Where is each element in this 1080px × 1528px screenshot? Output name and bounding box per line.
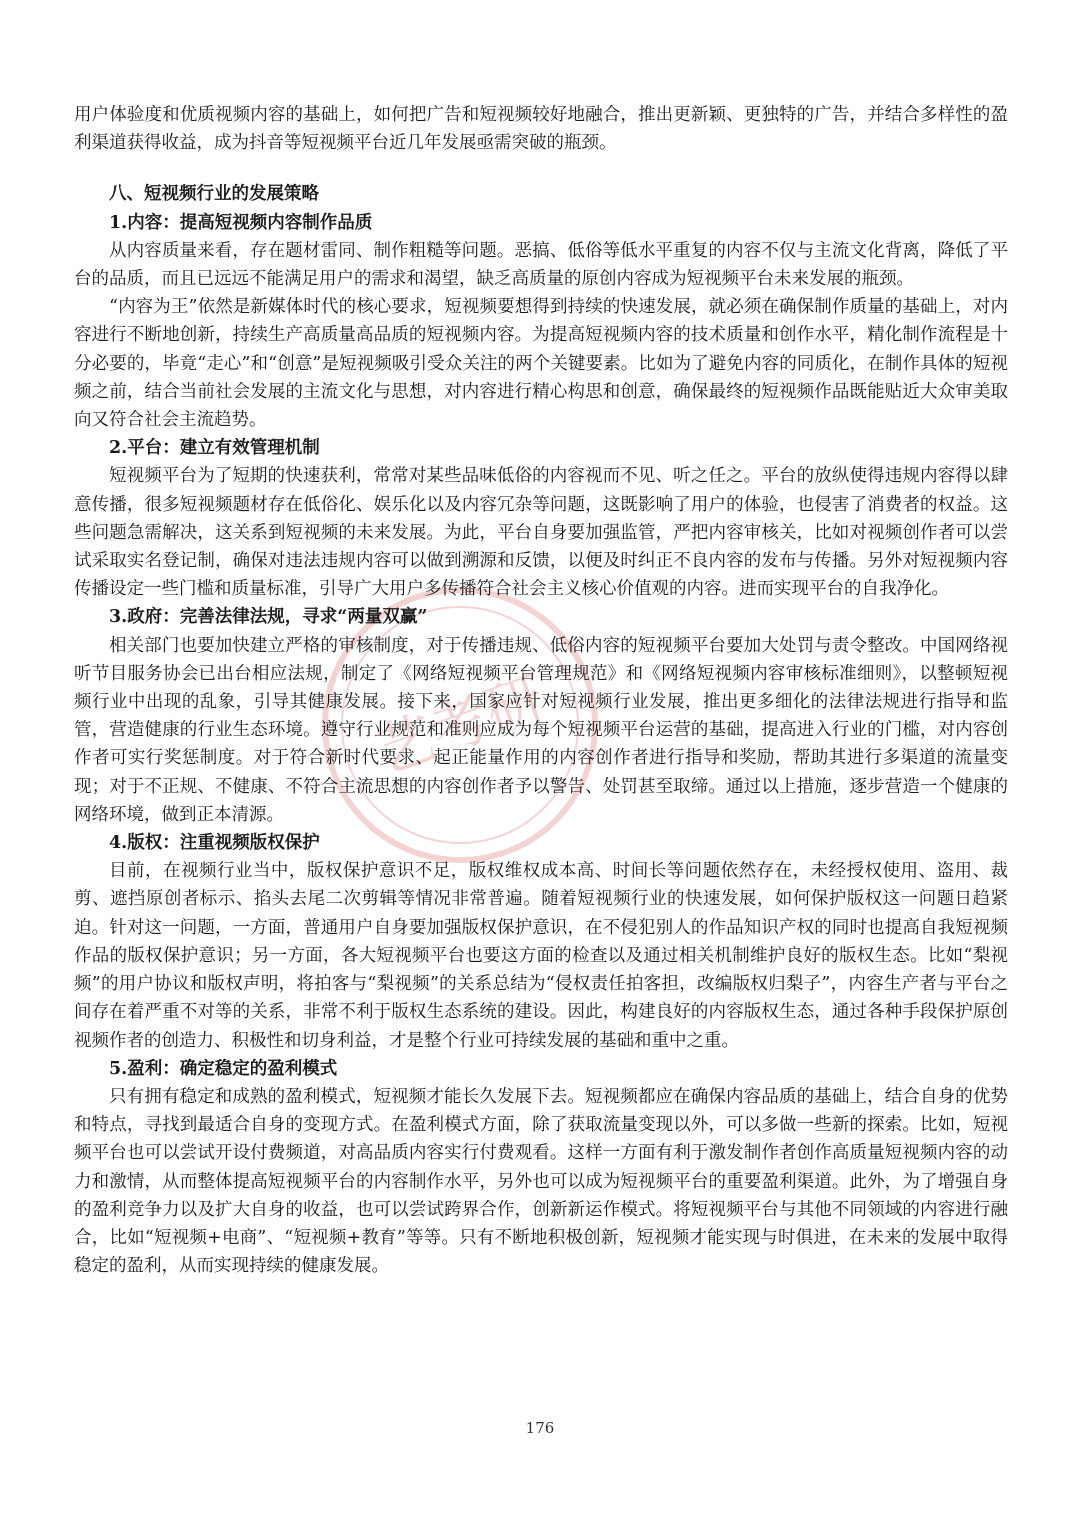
- paragraph: 短视频平台为了短期的快速获利，常常对某些品味低俗的内容视而不见、听之任之。平台的放纵使得违规内容得以肆意传播，很多短视频题材存在低俗化、娱乐化以及内容冗杂等问题，这既影响了用户的体验，也侵害了消费者的权益。这些问题急需解决，这关系到短视频的未来发展。为此，平台自身要加强监管，严把内容审核关，比如对视频创作者可以尝试采取实名登记制，确保对违法违规内容可以做到溯源和反馈，以便及时纠正不良内容的发布与传播。另外对短视频内容传播设定一些门槛和质量标准，引导广大用户多传播符合社会主义核心价值观的内容。进而实现平台的自我净化。: [74, 466, 1008, 600]
- subsection-heading-profit: 5.盈利：确定稳定的盈利模式: [109, 1058, 338, 1079]
- page-number: 176: [525, 1419, 555, 1437]
- paragraph: 只有拥有稳定和成熟的盈利模式，短视频才能长久发展下去。短视频都应在确保内容品质的基础上，结合自身的优势和特点，寻找到最适合自身的变现方式。在盈利模式方面，除了获取流量变现以外，可以多做一些新的探索。比如，短视频平台也可以尝试开设付费频道，对高品质内容实行付费观看。这样一方面有利于激发制作者创作高质量短视频内容的动力和激情，从而整体提高短视频平台的内容制作水平，另外也可以成为短视频平台的重要盈利渠道。此外，为了增强自身的盈利竞争力以及扩大自身的收益，也可以尝试跨界合作，创新新运作模式。将短视频平台与其他不同领域的内容进行融合，比如“短视频+电商”、“短视频+教育”等等。只有不断地积极创新，短视频才能实现与时俱进，在未来的发展中取得稳定的盈利，从而实现持续的健康发展。: [74, 1086, 1008, 1277]
- subsection-heading-platform: 2.平台：建立有效管理机制: [109, 438, 320, 459]
- section-title: 八、短视频行业的发展策略: [109, 184, 319, 205]
- svg-text:艺考研: 艺考研: [366, 663, 554, 787]
- subsection-heading-copyright: 4.版权：注重视频版权保护: [109, 833, 320, 854]
- paragraph: 相关部门也要加快建立严格的审核制度，对于传播违规、低俗内容的短视频平台要加大处罚与责令整改。中国网络视听节目服务协会已出台相应法规，制定了《网络短视频平台管理规范》和《网络短视频内容审核标准细则》，以整顿短视频行业中出现的乱象，引导其健康发展。接下来，国家应针对短视频行业发展，推出更多细化的法律法规进行指导和监管，营造健康的行业生态环境。遵守行业规范和准则应成为每个短视频平台运营的基础，提高进入行业的门槛，对内容创作者可实行奖惩制度。对于符合新时代要求、起正能量作用的内容创作者进行指导和奖励，帮助其进行多渠道的流量变现；对于不正规、不健康、不符合主流思想的内容创作者予以警告、处罚甚至取缔。通过以上措施，逐步营造一个健康的网络环境，做到正本清源。: [74, 635, 1008, 825]
- paragraph: 目前，在视频行业当中，版权保护意识不足，版权维权成本高、时间长等问题依然存在，未经授权使用、盗用、裁剪、遮挡原创者标示、掐头去尾二次剪辑等情况非常普遍。随着短视频行业的快速发展，如何保护版权这一问题日趋紧迫。针对这一问题，一方面，普通用户自身要加强版权保护意识，在不侵犯别人的作品知识产权的同时也提高自我短视频作品的版权保护意识；另一方面，各大短视频平台也要这方面的检查以及通过相关机制维护良好的版权生态。比如“梨视频”的用户协议和版权声明，将拍客与“梨视频”的关系总结为“侵权责任拍客担，改编版权归梨子”，内容生产者与平台之间存在着严重不对等的关系，非常不利于版权生态系统的建设。因此，构建良好的内容版权生态，通过各种手段保护原创视频作者的创造力、积极性和切身利益，才是整个行业可持续发展的基础和重中之重。: [74, 861, 1008, 1051]
- subsection-heading-government: 3.政府：完善法律法规，寻求“两量双赢”: [109, 607, 428, 628]
- document-body: [74, 101, 1008, 1280]
- subsection-heading-content: 1.内容：提高短视频内容制作品质: [109, 212, 373, 233]
- paragraph: “内容为王”依然是新媒体时代的核心要求，短视频要想得到持续的快速发展，就必须在确保制作质量的基础上，对内容进行不断地创新，持续生产高质量高品质的短视频内容。为提高短视频内容的技术质量和创作水平，精化制作流程是十分必要的，毕竟“走心”和“创意”是短视频吸引受众关注的两个关键要素。比如为了避免内容的同质化，在制作具体的短视频之前，结合当前社会发展的主流文化与思想，对内容进行精心构思和创意，确保最终的短视频作品既能贴近大众审美取向又符合社会主流趋势。: [74, 297, 1008, 431]
- paragraph: 从内容质量来看，存在题材雷同、制作粗糙等问题。恶搞、低俗等低水平重复的内容不仅与主流文化背离，降低了平台的品质，而且已远远不能满足用户的需求和渴望，缺乏高质量的原创内容成为短视频平台未来发展的瓶颈。: [74, 240, 1008, 290]
- lead-paragraph: 用户体验度和优质视频内容的基础上，如何把广告和短视频较好地融合，推出更新颖、更独特的广告，并结合多样性的盈利渠道获得收益，成为抖音等短视频平台近几年发展亟需突破的瓶颈。: [74, 105, 1008, 154]
